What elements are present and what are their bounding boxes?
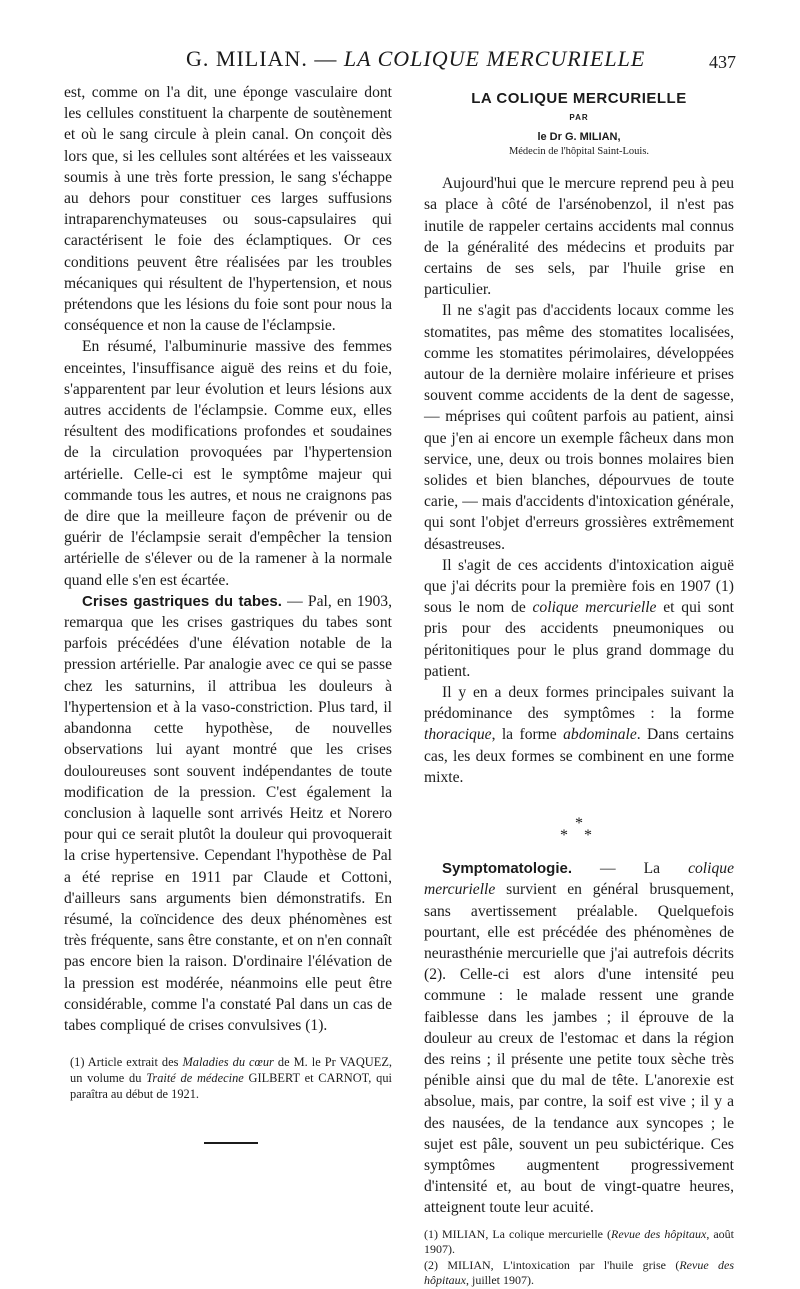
end-rule — [204, 1142, 258, 1144]
right-paragraph-5-italic: colique mercurielle — [424, 860, 734, 899]
right-footnote-2-a: (2) MILIAN, L'intoxication par l'huile grise ( — [424, 1257, 680, 1272]
right-footnote-2-b: , juillet 1907). — [466, 1273, 534, 1288]
right-paragraph-3 — [424, 555, 734, 682]
asterism — [424, 815, 734, 845]
right-paragraph-4-italic-2: abdominale — [563, 726, 637, 744]
left-paragraph-2: En résumé, l'albuminurie massive des femmes enceintes, l'insuffisance aiguë des reins et du foie, s'apparentent par leur évolution et leurs lésions aux autres accidents de l'éclampsie. Comme eux, elles résultent des modifications profondes et soudaines de la circulation provoquées par l'hypertension artérielle. Celle-ci est le symptôme majeur qui commande tous les autres, et nous ne craignons pas de dire que la meilleure façon de prévenir ou de guérir de l'éclampsie serait d'empêcher la tension artérielle de s'élever ou de la ramener à la normale quand elle s'en est écartée. — [64, 338, 392, 589]
left-footnote — [64, 1054, 392, 1102]
right-footnotes — [424, 1227, 734, 1289]
left-paragraph-3 — [64, 591, 392, 1036]
right-paragraph-1: Aujourd'hui que le mercure reprend peu à peu sa place à côté de l'arsénobenzol, il n'est pas inutile de rappeler certains accidents mal connus de la généralité des médecins et produits par certains de ses sels, par l'huile grise en particulier. — [424, 175, 734, 299]
asterism-bottom: * * — [560, 827, 598, 845]
right-paragraph-4-b: , la forme — [491, 726, 564, 744]
byline-author: le Dr G. MILIAN, — [537, 131, 621, 144]
page-number: 437 — [709, 52, 736, 72]
left-column — [64, 82, 392, 1144]
right-paragraph-4-italic-1: thoracique — [424, 726, 492, 744]
right-paragraph-2: Il ne s'agit pas d'accidents locaux comme les stomatites, pas même des stomatites localisées, comme les stomatites périmolaires, développées autour de la dernière molaire inférieure et prises souvent comme accidents de la dent de sagesse, — méprises qui coûtent parfois au patient, ainsi que j'en ai encore un exemple fâcheux dans mon service, une, deux ou trois bonnes molaires bien solides et bien blanches, dépourvues de toute carie, — mais d'accidents d'intoxication générale, qui sont l'objet d'erreurs grossières extrêmement désastreuses. — [424, 302, 734, 553]
right-paragraph-4-c: . Dans certains cas, les deux formes se combinent en une forme mixte. — [424, 726, 734, 786]
left-footnote-italic-1: Maladies du cœur — [182, 1055, 274, 1070]
right-footnote-2-italic: Revue des hôpitaux — [424, 1257, 734, 1288]
running-title — [186, 46, 645, 72]
running-title-author: G. MILIAN. — — [186, 46, 338, 71]
article-title: LA COLIQUE MERCURIELLE — [471, 90, 687, 107]
right-paragraph-3-italic: colique mercurielle — [532, 599, 657, 617]
right-column — [424, 86, 734, 1289]
section-heading-symptomatologie: Symptomatologie. — [442, 860, 573, 878]
running-title-topic: LA COLIQUE MERCURIELLE — [343, 46, 646, 71]
left-footnote-italic-2: Traité de médecine — [146, 1071, 244, 1086]
byline-affiliation: Médecin de l'hôpital Saint-Louis. — [508, 146, 650, 158]
right-footnote-2 — [424, 1258, 734, 1289]
byline-par: PAR — [569, 113, 589, 123]
right-footnote-1-a: (1) MILIAN, La colique mercurielle ( — [424, 1226, 611, 1241]
right-footnote-1-italic: Revue des hôpitaux — [610, 1226, 707, 1241]
right-paragraph-5-a: — La — [572, 860, 689, 878]
asterism-top: * — [575, 815, 583, 833]
right-footnote-1-b: , août 1907). — [424, 1226, 734, 1257]
section-heading-crises-gastriques: Crises gastriques du tabes. — [82, 592, 282, 610]
right-paragraph-3-b: et qui sont pris pour des accidents pneumoniques ou péritonitiques pour le plus grand dommage du patient. — [424, 599, 734, 680]
left-paragraph-1: est, comme on l'a dit, une éponge vasculaire dont les cellules constituent la charpente de soutènement et où le sang circule à plein canal. On conçoit dès lors que, si les cellules sont altérées et les vaisseaux soumis à une très forte pression, le sang s'échappe au dehors pour constituer ces larges suffusions intraparenchymateuses ou sous-capsulaires qui caractérisent le foie des éclamptiques. Or ces conditions peuvent être réalisées par les troubles mécaniques qui résultent de l'hypertension, et nous prétendons que les lésions du foie sont pour nous la conséquence et non la cause de l'éclampsie. — [64, 84, 392, 335]
left-paragraph-3-text: — Pal, en 1903, remarqua que les crises gastriques du tabes sont parfois précédées d'une élévation notable de la pression artérielle. Par analogie avec ce qui se passe chez les saturnins, il attribua les douleurs à l'hypertension et à la vaso-constriction. Plus tard, il abandonna cette hypothèse, de nouvelles observations lui ayant montré que les crises douloureuses sont souvent indépendantes de toute modification de la pression. C'est également la conclusion à laquelle sont arrivés Heitz et Norero pour qui ce serait plutôt la douleur qui provoquerait la crise hypertensive. Cependant l'hypothèse de Pal a été reprise en 1911 par Claude et Cottoni, d'ailleurs sans arguments bien démonstratifs. En résumé, la coïncidence des deux phénomènes est très fréquente, sans être constante, et on n'en connaît pas encore bien la raison. D'ordinaire l'élévation de la pression est modérée, néanmoins elle peut être considérable, comme l'a constaté Pal dans un cas de tabes compliqué de crises convulsives (1). — [64, 592, 392, 1034]
right-paragraph-3-a: Il s'agit de ces accidents d'intoxication aiguë que j'ai décrits pour la première fois en 1907 (1) sous le nom de — [424, 556, 734, 617]
left-footnote-end: GILBERT et CARNOT, qui paraîtra au début de 1921. — [70, 1071, 392, 1102]
right-paragraph-5-b: survient en général brusquement, sans avertissement préalable. Quelquefois pourtant, elle est précédée des phénomènes de neurasthénie mercurielle que j'ai autrefois décrits (2). Celle-ci est alors d'une intensité peu commune : le malade ressent une grande faiblesse dans les jambes ; il éprouve de la douleur au creux de l'estomac et dans la région des reins ; il présente une petite toux sèche très pénible ainsi que du mal de tête. L'anorexie est absolue, mais, par contre, la soif est vive ; il y a des nausées, de la tendance aux syncopes ; le sujet est pâle, souvent un peu subictérique. Ces symptômes augmentent progressivement d'intensité et, au bout de vingt-quatre heures, atteignent toute leur acuité. — [424, 881, 734, 1217]
left-footnote-mid: de M. le Pr VAQUEZ, un volume du — [70, 1055, 392, 1086]
running-header — [0, 46, 800, 76]
right-paragraph-5 — [424, 858, 734, 1218]
right-footnote-1 — [424, 1227, 734, 1258]
right-paragraph-4-a: Il y en a deux formes principales suivant la prédominance des symptômes : la forme — [424, 684, 734, 723]
right-paragraph-4 — [424, 682, 734, 788]
left-footnote-lead: (1) Article extrait des — [70, 1055, 183, 1070]
